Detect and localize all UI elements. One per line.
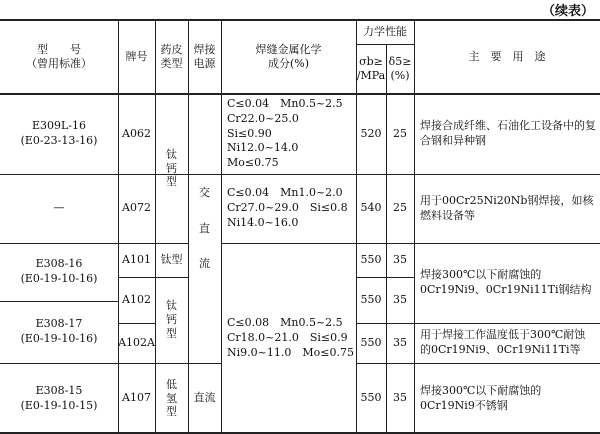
coating-char: 钛 — [166, 147, 177, 161]
row-a072-sigma: 540 — [360, 201, 382, 215]
coating-low-hydrogen — [155, 363, 188, 434]
power-ac-dc — [188, 94, 221, 363]
row-a107-delta: 35 — [393, 391, 407, 405]
header-sigma-line2: /MPa — [356, 69, 386, 82]
row-rule — [356, 277, 414, 278]
col-rule — [221, 19, 222, 433]
chem-a072: C≤0.04 Mn1.0~2.0 Cr27.0~29.0 Si≤0.8 Ni14.0~16.0 — [227, 186, 348, 229]
power-char: 流 — [199, 257, 210, 271]
row-a102-delta: 35 — [393, 292, 407, 306]
row-a072-brand: A072 — [122, 201, 151, 215]
header-model-line1: 型 号 — [37, 43, 81, 57]
header-sigma — [356, 44, 386, 94]
header-chem-line1: 焊缝金属化学 — [255, 43, 322, 57]
row-a072-model: — — [53, 201, 65, 215]
row-a062-model: E309L-16 (E0-23-13-16) — [20, 119, 98, 147]
row-a101-brand: A101 — [122, 252, 151, 266]
row-a107-model: E308-15 (E0-19-10-15) — [20, 383, 98, 412]
coating-char: 钛 — [166, 299, 177, 313]
row-a107-brand: A107 — [122, 391, 151, 405]
row-a101-delta: 35 — [393, 252, 407, 266]
header-use: 主 要 用 途 — [468, 49, 546, 63]
header-chem-line2: 成分(%) — [267, 57, 310, 70]
coating-char: 型 — [166, 175, 177, 189]
coating-char: 钙 — [166, 313, 177, 327]
coating-titanium-calcium-bottom — [155, 277, 188, 363]
col-rule — [356, 19, 357, 433]
row-rule — [155, 243, 188, 244]
power-dc: 直流 — [193, 391, 216, 405]
continued-label: （续表） — [541, 4, 594, 19]
row-rule — [118, 277, 188, 278]
chem-a062: C≤0.04 Mn0.5~2.5 Cr22.0~25.0 Si≤0.90 Ni12.0~14.0 Mo≤0.75 — [227, 96, 343, 170]
chem-a101-a107: C≤0.08 Mn0.5~2.5 Cr18.0~21.0 Si≤0.9 Ni9.0~11.0 Mo≤0.75 — [227, 316, 354, 359]
welding-rod-table — [0, 17, 600, 434]
table-top-rule — [0, 19, 600, 21]
coating-char: 低 — [166, 377, 177, 391]
coating-char: 钙 — [166, 161, 177, 175]
row-rule — [0, 243, 155, 244]
use-a101-a102: 焊接300℃以下耐腐蚀的0Cr19Ni9、0Cr19Ni11Ti钢结构 — [420, 268, 592, 296]
row-a101-sigma: 550 — [360, 252, 382, 266]
mech-sub-rule — [356, 44, 414, 45]
row-a102a-model: E308-17 (E0-19-10-16) — [20, 317, 98, 345]
coating-char: 氢 — [166, 391, 177, 405]
header-chem — [221, 20, 356, 94]
col-rule — [414, 19, 415, 433]
row-a062-brand: A062 — [122, 126, 151, 140]
header-coating — [155, 20, 188, 94]
row-a102a-sigma: 550 — [360, 335, 382, 349]
header-mech: 力学性能 — [363, 24, 407, 38]
col-rule — [118, 19, 119, 433]
header-power-line1: 焊接 — [193, 43, 216, 57]
power-char: 直 — [199, 221, 210, 235]
row-a102a-brand: A102A — [118, 335, 155, 349]
col-rule — [155, 19, 156, 433]
row-rule — [356, 323, 600, 324]
row-rule — [356, 363, 600, 364]
use-a062: 焊接合成纤维、石油化工设备中的复合钢和异种钢 — [420, 119, 596, 147]
header-bottom-rule — [0, 93, 600, 95]
row-a102-brand: A102 — [122, 292, 151, 306]
row-a102a-delta: 35 — [393, 335, 407, 349]
power-char: 交 — [199, 185, 210, 199]
coating-titanium-type: 钛型 — [160, 252, 183, 266]
row-rule — [118, 323, 155, 324]
header-brand: 牌号 — [125, 49, 148, 63]
header-coating-line2: 类型 — [160, 57, 183, 70]
header-model — [0, 20, 118, 94]
use-a072: 用于00Cr25Ni20Nb钢焊接，如核燃料设备等 — [420, 193, 594, 222]
row-a102-model — [0, 277, 118, 301]
row-a102-sigma: 550 — [360, 292, 382, 306]
header-coating-line1: 药皮 — [160, 43, 183, 57]
row-rule — [0, 301, 118, 302]
header-sigma-line1: σb≥ — [359, 55, 383, 69]
row-rule — [221, 174, 600, 175]
header-model-line2: （曾用标准） — [26, 57, 92, 70]
coating-titanium-calcium-top — [155, 94, 188, 243]
row-a101-model: E308-16 (E0-19-10-16) — [20, 257, 98, 285]
header-delta-line1: δ5≥ — [388, 55, 412, 69]
row-rule — [221, 243, 600, 244]
coating-char: 型 — [166, 405, 177, 419]
use-a107: 焊接300℃以下耐腐蚀的0Cr19Ni9不锈钢 — [420, 383, 542, 412]
row-a062-delta: 25 — [393, 126, 407, 140]
row-a107-sigma: 550 — [360, 391, 382, 405]
header-power-line2: 电源 — [193, 57, 216, 70]
coating-char: 型 — [166, 326, 177, 340]
header-power — [188, 20, 221, 94]
row-a062-sigma: 520 — [360, 126, 382, 140]
use-a102a: 用于焊接工作温度低于300℃耐蚀的0Cr19Ni9、0Cr19Ni11Ti等 — [420, 328, 586, 356]
header-delta-line2: (%) — [390, 69, 410, 82]
row-a072-delta: 25 — [393, 201, 407, 215]
col-rule — [386, 44, 387, 433]
col-rule — [188, 19, 189, 433]
header-delta — [386, 44, 414, 94]
